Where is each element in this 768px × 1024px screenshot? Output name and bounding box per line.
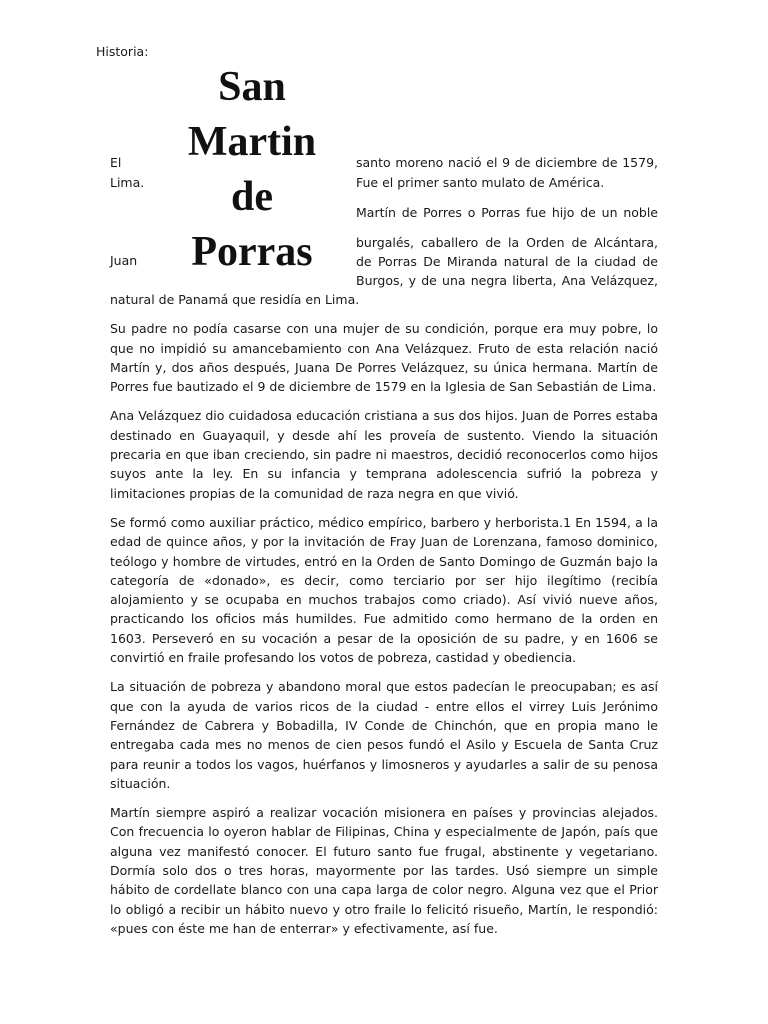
body-text — [110, 290, 658, 948]
intro-right-line-6: Burgos, y de una negra liberta, Ana Velázquez, — [356, 273, 658, 288]
intro-left-el: El — [110, 155, 122, 170]
paragraph-3: Se formó como auxiliar práctico, médico empírico, barbero y herborista.1 En 1594, a la edad de quince años, y por la invitación de Fray Juan de Lorenzana, famoso dominico, teólogo y hombre de virtudes, entró en la Orden de Santo Domingo de Guzmán bajo la categoría de «donado», es decir, como terciario por ser hijo ilegítimo (recibía alojamiento y se ocupaba en muchos trabajos como criado). Así vivió nueve años, practicando los oficios más humildes. Fue admitido como hermano de la orden en 1603. Perseveró en su vocación a pesar de la oposición de su padre, y en 1606 se convirtió en fraile profesando los votos de pobreza, castidad y obediencia. — [110, 514, 658, 666]
title-line-1: San — [218, 64, 286, 110]
intro-left-juan: Juan — [110, 253, 138, 268]
intro-right-line-3: Martín de Porres o Porras fue hijo de un noble — [356, 205, 658, 220]
title-line-3: de — [231, 174, 273, 220]
paragraph-1: Su padre no podía casarse con una mujer de su condición, porque era muy pobre, lo que no impidió su amancebamiento con Ana Velázquez. Fruto de esta relación nació Martín y, dos años después, Juana De Porres Velázquez, su única hermana. Martín de Porres fue bautizado el 9 de diciembre de 1579 en la Iglesia de San Sebastián de Lima. — [110, 321, 658, 395]
intro-left-lima: Lima. — [110, 175, 145, 190]
intro-right-line-2: Fue el primer santo mulato de América. — [356, 175, 605, 190]
intro-right-line-4: burgalés, caballero de la Orden de Alcántara, — [356, 235, 658, 250]
intro-tail: natural de Panamá que residía en Lima. — [110, 292, 360, 307]
title-line-2: Martin — [187, 119, 317, 165]
paragraph-4: La situación de pobreza y abandono moral que estos padecían le preocupaban; es así que con la ayuda de varios ricos de la ciudad - entre ellos el virrey Luis Jerónimo Fernández de Cabrera y Bobadilla, IV Conde de Chinchón, que en propia mano le entregaba cada mes no menos de cien pesos fundó el Asilo y Escuela de Santa Cruz para reunir a todos los vagos, huérfanos y limosneros y ayudarles a salir de su penosa situación. — [110, 679, 658, 791]
paragraph-5: Martín siempre aspiró a realizar vocación misionera en países y provincias alejados. Con frecuencia lo oyeron hablar de Filipinas, China y especialmente de Japón, país que alguna vez manifestó conocer. El futuro santo fue frugal, abstinente y vegetariano. Dormía solo dos o tres horas, mayormente por las tardes. Usó siempre un simple hábito de cordellate blanco con una capa larga de color negro. Alguna vez que el Prior lo obligó a recibir un hábito nuevo y otro fraile lo felicitó risueño, Martín, le respondió: «pues con éste me han de enterrar» y efectivamente, así fue. — [110, 805, 658, 936]
title-line-4: Porras — [191, 229, 313, 275]
intro-right-line-1: santo moreno nació el 9 de diciembre de 1579, — [356, 155, 658, 170]
paragraph-2: Ana Velázquez dio cuidadosa educación cristiana a sus dos hijos. Juan de Porres estaba destinado en Guayaquil, y desde ahí les proveía de sustento. Viendo la situación precaria en que iban creciendo, sin padre ni maestros, decidió reconocerlos como hijos suyos ante la ley. En su infancia y temprana adolescencia sufrió la pobreza y limitaciones propias de la comunidad de raza negra en que vivió. — [110, 408, 658, 501]
header-label: Historia: — [96, 44, 149, 59]
document-title — [178, 60, 326, 280]
intro-right-line-5: de Porras De Miranda natural de la ciudad de — [356, 254, 658, 269]
